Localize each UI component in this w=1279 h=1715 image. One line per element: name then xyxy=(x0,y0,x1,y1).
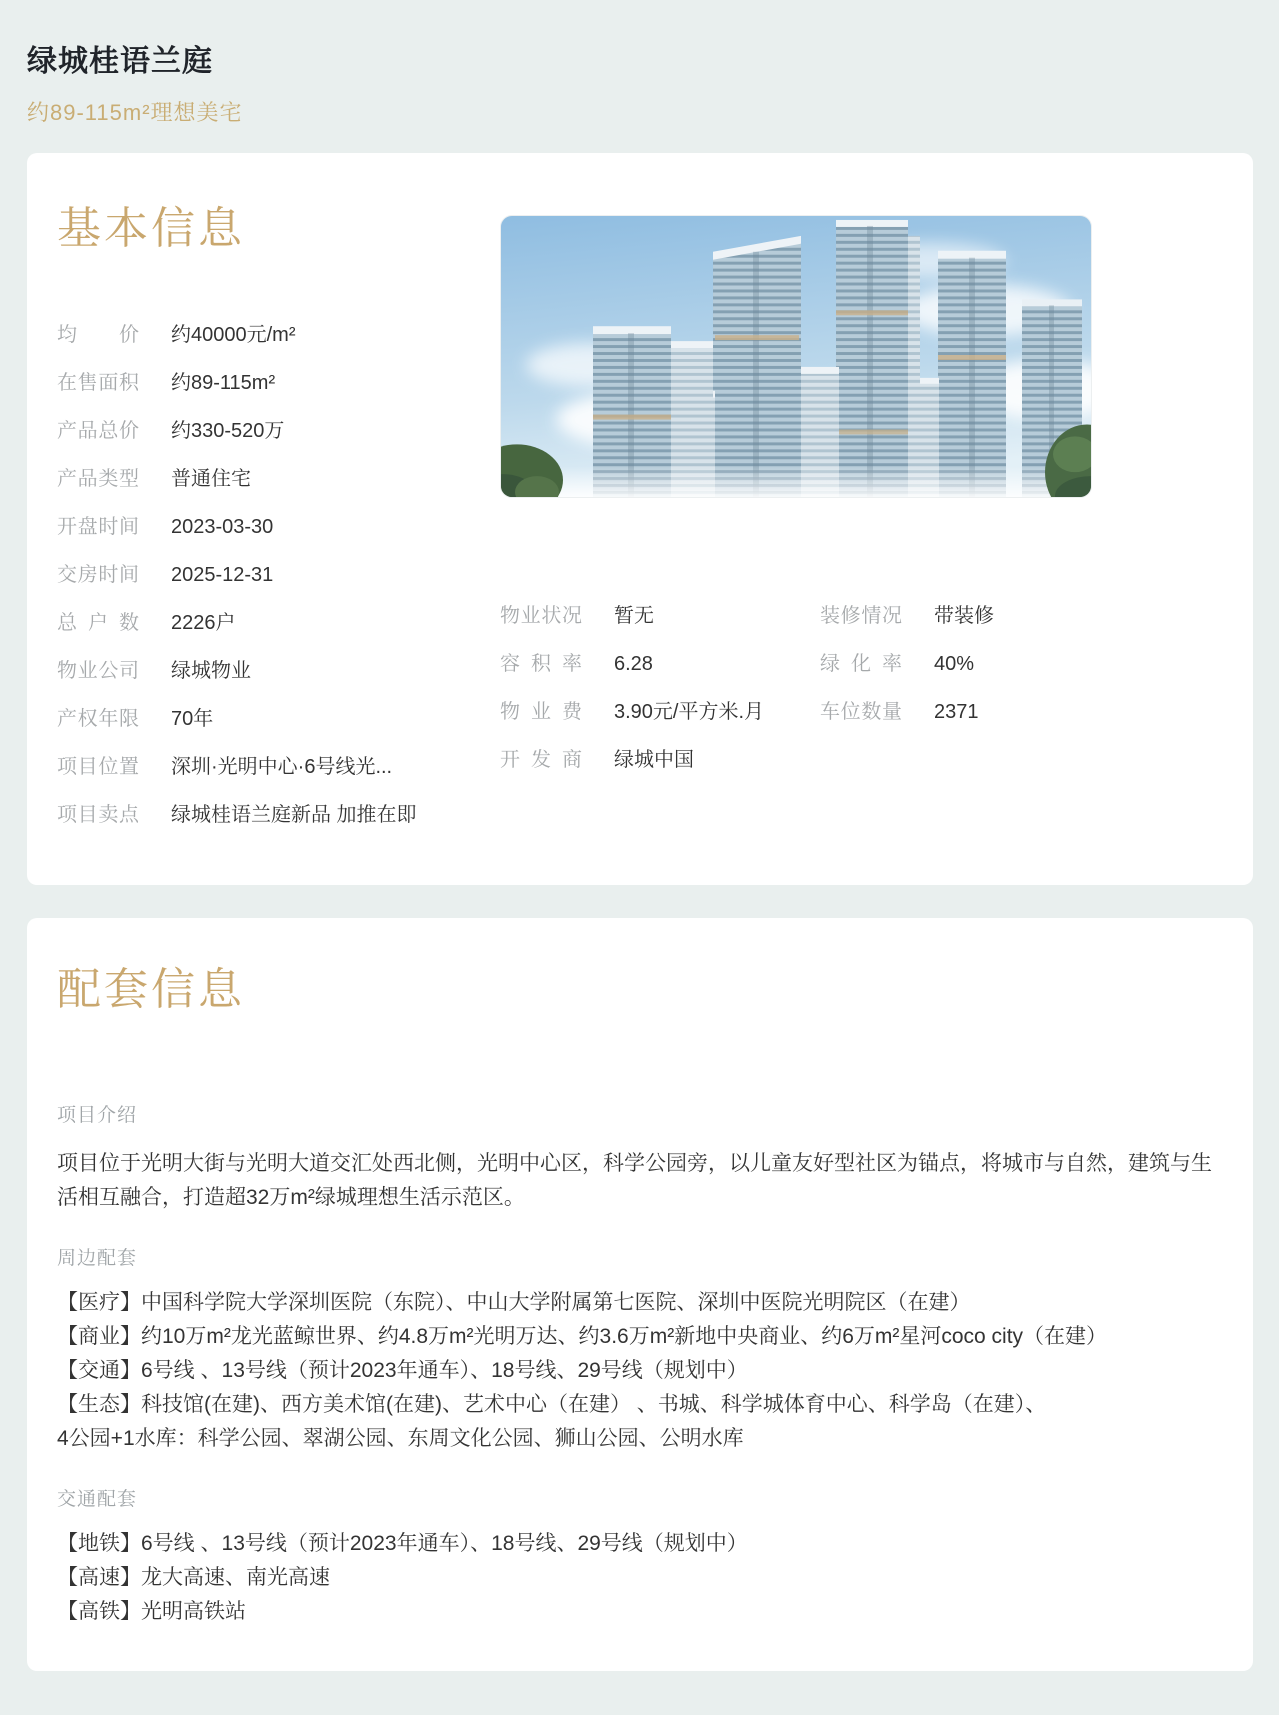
info-value: 2025-12-31 xyxy=(171,564,274,586)
info-row-total-price xyxy=(57,417,500,445)
basic-info-detail-columns xyxy=(500,602,1225,774)
info-row-developer xyxy=(500,746,820,774)
traffic-facilities-label: 交通配套 xyxy=(57,1489,138,1510)
facility-item-transport: 【交通】6号线 、13号线（预计2023年通车）、18号线、29号线（规划中） xyxy=(57,1359,748,1382)
info-row-greening-rate xyxy=(820,650,1225,678)
info-row-product-type xyxy=(57,465,500,493)
facility-item-medical: 【医疗】中国科学院大学深圳医院（东院）、中山大学附属第七医院、深圳中医院光明院区（在建） xyxy=(57,1291,971,1314)
facilities-card xyxy=(27,918,1253,1671)
info-label: 绿化率 xyxy=(820,653,902,675)
basic-info-section-title: 基本信息 xyxy=(57,204,245,253)
facilities-section-title: 配套信息 xyxy=(57,965,245,1014)
info-value: 6.28 xyxy=(614,653,653,675)
info-value: 普通住宅 xyxy=(171,468,251,490)
info-label: 物业状况 xyxy=(500,605,582,627)
info-row-total-households xyxy=(57,609,500,637)
property-photo[interactable] xyxy=(500,215,1092,498)
surrounding-facilities-label: 周边配套 xyxy=(57,1248,138,1269)
info-label: 产权年限 xyxy=(57,708,139,730)
info-row-project-location xyxy=(57,753,500,781)
info-value: 深圳·光明中心·6号线光... xyxy=(171,756,393,778)
info-label: 产品总价 xyxy=(57,420,139,442)
info-value: 绿城桂语兰庭新品 加推在即 xyxy=(171,804,417,826)
info-value: 绿城物业 xyxy=(171,660,251,682)
info-label: 在售面积 xyxy=(57,372,139,394)
info-label: 产品类型 xyxy=(57,468,139,490)
info-row-selling-point xyxy=(57,801,500,829)
info-label: 项目位置 xyxy=(57,756,139,778)
project-intro-text: 项目位于光明大街与光明大道交汇处西北侧，光明中心区，科学公园旁，以儿童友好型社区为锚点，将城市与自然，建筑与生活相互融合，打造超32万m²绿城理想生活示范区。 xyxy=(57,1152,1212,1209)
info-row-average-price xyxy=(57,321,500,349)
info-label: 均价 xyxy=(57,324,139,346)
info-value: 70年 xyxy=(171,708,214,730)
traffic-item-highway: 【高速】龙大高速、南光高速 xyxy=(57,1566,330,1589)
info-label: 总户数 xyxy=(57,612,139,634)
info-value: 3.90元/平方米.月 xyxy=(614,701,765,723)
info-value: 2023-03-30 xyxy=(171,516,274,538)
info-value: 约40000元/m² xyxy=(171,324,296,346)
info-row-plot-ratio xyxy=(500,650,820,678)
page-subtitle: 约89-115m²理想美宅 xyxy=(27,100,243,125)
info-row-property-company xyxy=(57,657,500,685)
info-row-ownership-years xyxy=(57,705,500,733)
info-row-sale-area xyxy=(57,369,500,397)
info-value: 40% xyxy=(934,653,975,675)
facility-item-parks: 4公园+1水库：科学公园、翠湖公园、东周文化公园、狮山公园、公明水库 xyxy=(57,1427,744,1450)
traffic-item-highspeed-rail: 【高铁】光明高铁站 xyxy=(57,1600,246,1623)
info-label: 开盘时间 xyxy=(57,516,139,538)
facility-item-commercial: 【商业】约10万m²龙光蓝鲸世界、约4.8万m²光明万达、约3.6万m²新地中央商业、约6万m²星河coco city（在建） xyxy=(57,1325,1108,1348)
info-label: 物业公司 xyxy=(57,660,139,682)
info-row-property-fee xyxy=(500,698,820,726)
traffic-facilities-list xyxy=(57,1527,1213,1629)
info-row-decoration xyxy=(820,602,1225,630)
info-row-property-status xyxy=(500,602,820,630)
facility-item-ecology: 【生态】科技馆(在建)、西方美术馆(在建)、艺术中心（在建） 、书城、科学城体育中心、科学岛（在建）、 xyxy=(57,1393,1047,1416)
info-label: 车位数量 xyxy=(820,701,902,723)
traffic-item-metro: 【地铁】6号线 、13号线（预计2023年通车）、18号线、29号线（规划中） xyxy=(57,1532,748,1555)
surrounding-facilities-list xyxy=(57,1286,1213,1456)
info-value: 约89-115m² xyxy=(171,372,276,394)
info-value: 2371 xyxy=(934,701,979,723)
building-rendering-image xyxy=(501,216,1091,497)
info-label: 开发商 xyxy=(500,749,582,771)
info-label: 交房时间 xyxy=(57,564,139,586)
page-title: 绿城桂语兰庭 xyxy=(27,45,213,78)
basic-info-rows xyxy=(57,321,500,829)
info-value: 带装修 xyxy=(934,605,994,627)
info-label: 装修情况 xyxy=(820,605,902,627)
info-row-opening-date xyxy=(57,513,500,541)
info-value: 约330-520万 xyxy=(171,420,285,442)
project-intro-label: 项目介绍 xyxy=(57,1105,138,1126)
basic-info-card xyxy=(27,153,1253,885)
info-row-delivery-date xyxy=(57,561,500,589)
info-label: 物业费 xyxy=(500,701,582,723)
info-label: 项目卖点 xyxy=(57,804,139,826)
info-value: 2226户 xyxy=(171,612,236,634)
info-value: 暂无 xyxy=(614,605,654,627)
info-label: 容积率 xyxy=(500,653,582,675)
info-row-parking-count xyxy=(820,698,1225,726)
info-value: 绿城中国 xyxy=(614,749,694,771)
